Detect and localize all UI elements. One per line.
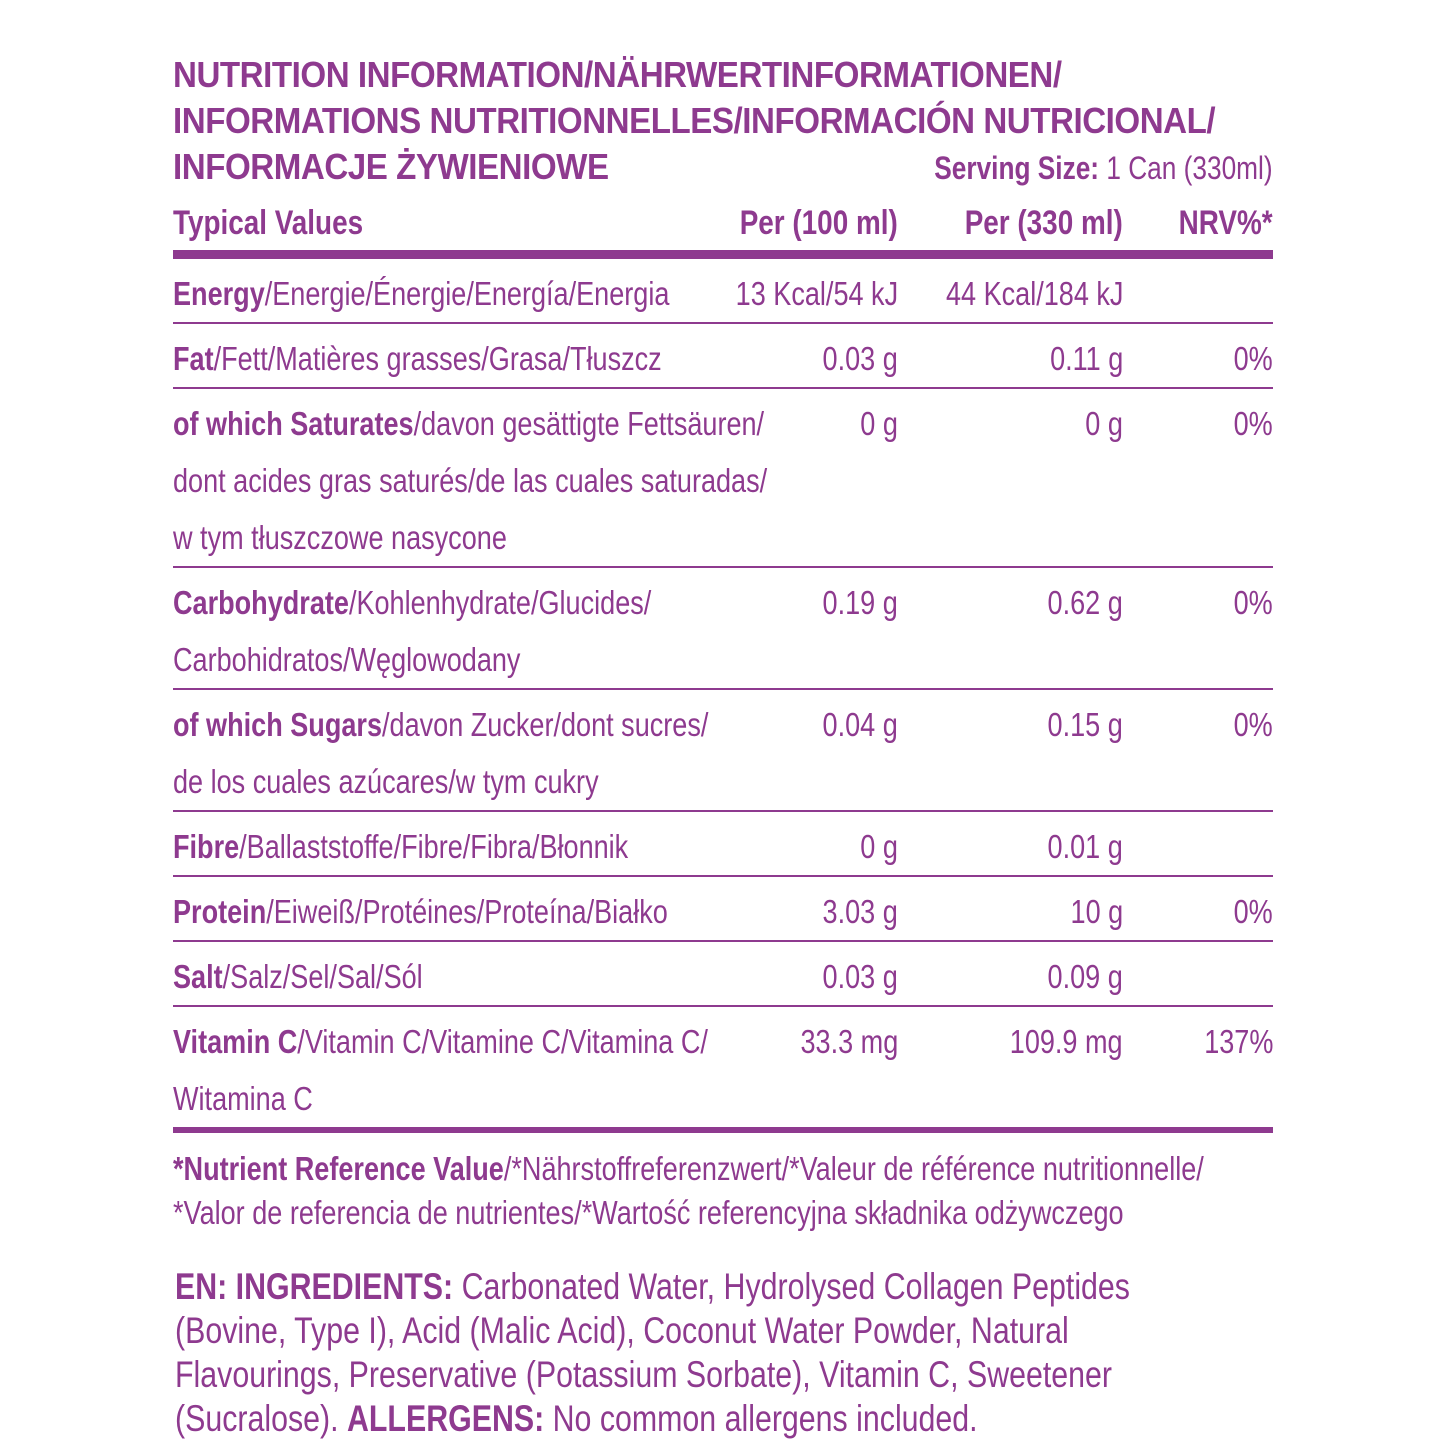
nutrient-translations: /Salz/Sel/Sal/Sól [222,958,423,995]
nutrient-name: Carbohydrate [173,584,349,621]
footnote-rest: /*Nährstoffreferenzwert/*Valeur de référence nutritionnelle/ [503,1150,1204,1187]
column-header-label: Typical Values [173,204,364,242]
nutrient-name: Fat [173,340,214,377]
nutrient-name: Fibre [173,828,240,865]
value-per330: 0.62 g [1047,584,1123,621]
nutrient-name: Protein [173,893,267,930]
table-row [173,568,1273,690]
value-nrv: 137% [1203,1023,1273,1060]
nutrient-label [173,818,804,875]
serving-size-label: Serving Size: [934,150,1100,186]
table-row [173,942,1273,1007]
footnote-line-2: *Valor de referencia de nutrientes/*Wartość referencyjna składnika odżywczego [173,1194,1124,1231]
footnote-line-1 [173,1147,1204,1191]
nutrient-name: of which Sugars [173,706,382,743]
nutrient-name: Salt [173,958,223,995]
nutrient-translations: /Vitamin C/Vitamine C/Vitamina C/ [297,1023,708,1060]
column-header-per100: Per (100 ml) [739,204,898,242]
nutrient-name: Energy [173,275,265,312]
nutrient-translations: /davon gesättigte Fettsäuren/ [413,405,765,442]
allergens-text: No common allergens included. [544,1398,978,1439]
value-nrv: 0% [1233,584,1273,621]
nutrient-name: Vitamin C [173,1023,298,1060]
value-per100: 0.03 g [822,958,898,995]
value-per330: 44 Kcal/184 kJ [945,275,1123,312]
nutrient-label [173,1013,804,1070]
nutrient-translations-line3: w tym tłuszczowe nasycone [173,519,507,556]
title-row-3 [173,144,1273,194]
table-header [173,198,1273,259]
nutrition-panel [173,52,1273,1235]
ingredients-label: EN: INGREDIENTS: [175,1266,454,1307]
nutrient-translations: /Kohlenhydrate/Glucides/ [348,584,652,621]
value-per330: 0.01 g [1047,828,1123,865]
nutrient-translations: /davon Zucker/dont sucres/ [381,706,709,743]
value-per100: 0.04 g [822,706,898,743]
ingredients-text: Carbonated Water, Hydrolysed Collagen Peptides (Bovine, Type I), Acid (Malic Acid), Coconut Water Powder, Natural Flavourings, Preservative (Potassium Sorbate), Vitamin C, Sweetener (Sucralose). [175,1266,1130,1439]
nutrient-label [173,696,804,753]
value-per100: 13 Kcal/54 kJ [735,275,898,312]
table-row [173,324,1273,389]
value-nrv: 0% [1233,405,1273,442]
table-row [173,812,1273,877]
value-per330: 10 g [1070,893,1123,930]
nutrient-label [173,948,804,1005]
nutrient-translations: /Ballaststoffe/Fibre/Fibra/Błonnik [239,828,629,865]
nutrient-translations: /Fett/Matières grasses/Grasa/Tłuszcz [213,340,662,377]
value-per100: 0 g [860,405,898,442]
nutrient-label [173,330,804,387]
title-line-1: NUTRITION INFORMATION/NÄHRWERTINFORMATIONEN/ [173,54,1062,95]
nutrient-translations-line2: de los cuales azúcares/w tym cukry [173,763,599,800]
nutrition-table-body [173,259,1273,1133]
column-header-per330: Per (330 ml) [964,204,1123,242]
nutrient-label [173,574,804,631]
table-row [173,389,1273,568]
table-row [173,877,1273,942]
value-per330: 0.15 g [1047,706,1123,743]
nutrient-name: of which Saturates [173,405,414,442]
value-per330: 0 g [1085,405,1123,442]
title-line-3: INFORMACJE ŻYWIENIOWE [173,146,609,187]
value-nrv: 0% [1233,706,1273,743]
value-nrv: 0% [1233,340,1273,377]
value-per330: 0.11 g [1049,340,1123,377]
footnote-bold: *Nutrient Reference Value [173,1150,504,1187]
title-line-2: INFORMATIONS NUTRITIONNELLES/INFORMACIÓN NUTRICIONAL/ [173,100,1216,141]
column-header-nrv: NRV%* [1178,204,1273,242]
table-row [173,1007,1273,1133]
value-per330: 0.09 g [1047,958,1123,995]
value-per100: 0 g [860,828,898,865]
value-per100: 3.03 g [822,893,898,930]
nutrient-translations: /Energie/Énergie/Energía/Energia [264,275,670,312]
nutrient-translations-line2: dont acides gras saturés/de las cuales saturadas/ [173,462,768,499]
nutrient-label [173,395,804,452]
nutrient-translations-line2: Witamina C [173,1080,313,1117]
serving-size [935,148,1273,188]
value-per100: 33.3 mg [800,1023,898,1060]
value-per100: 0.03 g [822,340,898,377]
value-per330: 109.9 mg [1010,1023,1123,1060]
nutrient-translations: /Eiweiß/Protéines/Proteína/Białko [266,893,668,930]
table-row [173,259,1273,324]
nutrient-label [173,883,804,940]
nutrient-label [173,265,804,322]
nutrient-translations-line2: Carbohidratos/Węglowodany [173,641,521,678]
table-row [173,690,1273,812]
ingredients-block [175,1265,1241,1441]
serving-size-value: 1 Can (330ml) [1099,150,1273,186]
allergens-label: ALLERGENS: [346,1398,545,1439]
value-per100: 0.19 g [822,584,898,621]
value-nrv: 0% [1233,893,1273,930]
